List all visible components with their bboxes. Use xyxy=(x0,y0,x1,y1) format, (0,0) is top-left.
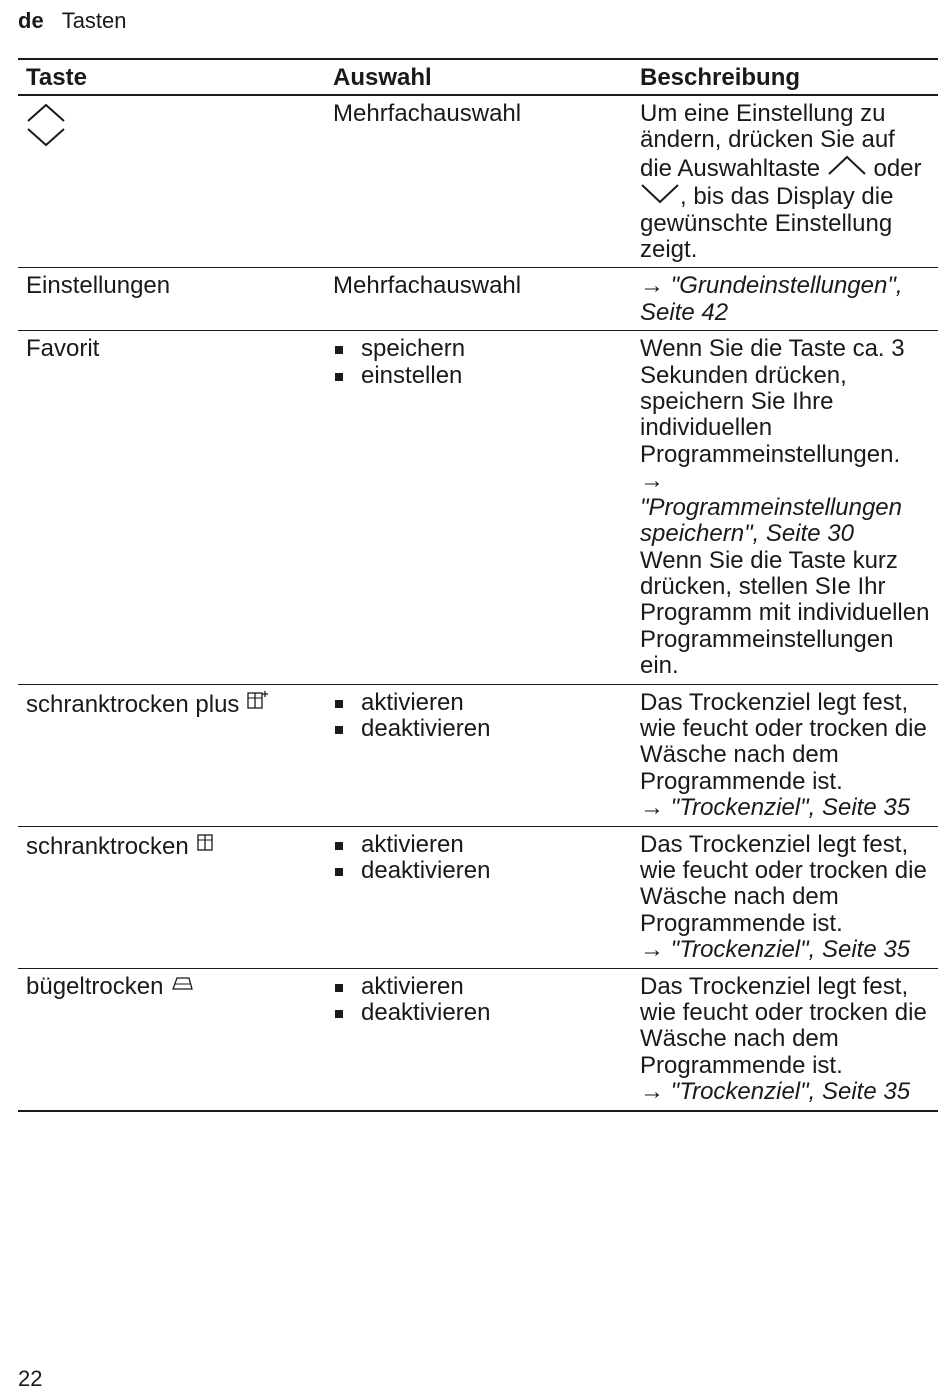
cell-taste: Favorit xyxy=(18,331,325,684)
language-code: de xyxy=(18,8,44,33)
chevron-up-icon xyxy=(827,154,867,176)
cell-beschreibung xyxy=(632,684,938,826)
key-label: bügeltrocken xyxy=(26,972,164,1000)
reference-arrow: → xyxy=(640,794,664,822)
cell-auswahl: Mehrfachauswahl xyxy=(325,95,632,268)
cell-taste: Einstellungen xyxy=(18,268,325,331)
cell-auswahl xyxy=(325,826,632,968)
desc-text: Wenn Sie die Taste kurz drücken, stellen SIe Ihr Programm mit individuellen Programmeinstellungen ein. xyxy=(640,546,930,680)
reference-line xyxy=(640,795,930,821)
option-item: aktivieren xyxy=(333,690,624,716)
table-row-cupboard-dry-plus xyxy=(18,684,938,826)
option-item: aktivieren xyxy=(333,974,624,1000)
cell-taste xyxy=(18,968,325,1111)
option-item: aktivieren xyxy=(333,832,624,858)
table-header-row xyxy=(18,59,938,95)
cross-reference-link[interactable]: "Programmeinstellungen speichern", Seite 30 xyxy=(640,493,902,548)
cell-auswahl: Mehrfachauswahl xyxy=(325,268,632,331)
cell-auswahl xyxy=(325,331,632,684)
option-item: speichern xyxy=(333,336,624,362)
section-title: Tasten xyxy=(61,8,127,33)
table-row-arrows xyxy=(18,95,938,268)
cross-reference-link[interactable]: "Trockenziel", Seite 35 xyxy=(670,794,911,822)
page-header xyxy=(18,8,127,34)
key-label: schranktrocken plus xyxy=(26,690,240,718)
option-item: deaktivieren xyxy=(333,1000,624,1026)
options-list xyxy=(333,336,624,389)
cell-auswahl xyxy=(325,968,632,1111)
header-auswahl: Auswahl xyxy=(325,59,632,95)
reference-line xyxy=(640,1079,930,1105)
options-list xyxy=(333,832,624,885)
iron-dry-icon xyxy=(170,974,196,994)
desc-text: Das Trockenziel legt fest, wie feucht oder trocken die Wäsche nach dem Programmende ist. xyxy=(640,830,927,937)
page-number: 22 xyxy=(18,1366,43,1391)
cross-reference-link[interactable]: "Grundeinstellungen", Seite 42 xyxy=(640,272,903,326)
chevron-down-icon xyxy=(640,182,680,204)
key-label: schranktrocken xyxy=(26,832,189,860)
cell-taste xyxy=(18,826,325,968)
table-row-iron-dry xyxy=(18,968,938,1111)
reference-arrow: → xyxy=(640,936,664,964)
cell-taste xyxy=(18,95,325,268)
cell-taste xyxy=(18,684,325,826)
cross-reference-link[interactable]: "Trockenziel", Seite 35 xyxy=(670,1078,911,1106)
chevron-up-down-icon xyxy=(26,101,66,151)
up-down-keys-icon xyxy=(26,101,317,151)
desc-text: Wenn Sie die Taste ca. 3 Sekunden drücken, speichern Sie Ihre individuellen Programmeinstellungen. xyxy=(640,335,905,468)
options-list xyxy=(333,690,624,743)
table-row-settings xyxy=(18,268,938,331)
reference-line xyxy=(640,937,930,963)
option-item: deaktivieren xyxy=(333,716,624,742)
cupboard-dry-plus-icon xyxy=(246,690,268,712)
options-list xyxy=(333,974,624,1027)
reference-arrow: → xyxy=(640,1078,664,1106)
reference-line xyxy=(640,468,930,547)
keys-table xyxy=(18,58,938,1112)
desc-text: oder xyxy=(873,154,922,182)
cell-auswahl xyxy=(325,684,632,826)
table-row-favorite xyxy=(18,331,938,684)
cell-beschreibung xyxy=(632,826,938,968)
table-row-cupboard-dry xyxy=(18,826,938,968)
header-taste: Taste xyxy=(18,59,325,95)
cell-beschreibung xyxy=(632,968,938,1111)
desc-text: , bis das Display die gewünschte Einstellung zeigt. xyxy=(640,183,894,264)
cell-beschreibung xyxy=(632,331,938,684)
desc-text: Um eine Einstellung zu ändern, drücken Sie auf die Auswahltaste xyxy=(640,100,895,182)
header-beschreibung: Beschreibung xyxy=(632,59,938,95)
reference-arrow: → xyxy=(640,272,664,300)
reference-arrow: → xyxy=(640,467,664,495)
option-item: einstellen xyxy=(333,363,624,389)
cell-beschreibung xyxy=(632,95,938,268)
desc-text: Das Trockenziel legt fest, wie feucht oder trocken die Wäsche nach dem Programmende ist. xyxy=(640,688,927,795)
desc-text: Das Trockenziel legt fest, wie feucht oder trocken die Wäsche nach dem Programmende ist. xyxy=(640,972,927,1079)
cell-beschreibung xyxy=(632,268,938,331)
option-item: deaktivieren xyxy=(333,858,624,884)
cross-reference-link[interactable]: "Trockenziel", Seite 35 xyxy=(670,936,911,964)
cupboard-dry-icon xyxy=(195,832,215,854)
